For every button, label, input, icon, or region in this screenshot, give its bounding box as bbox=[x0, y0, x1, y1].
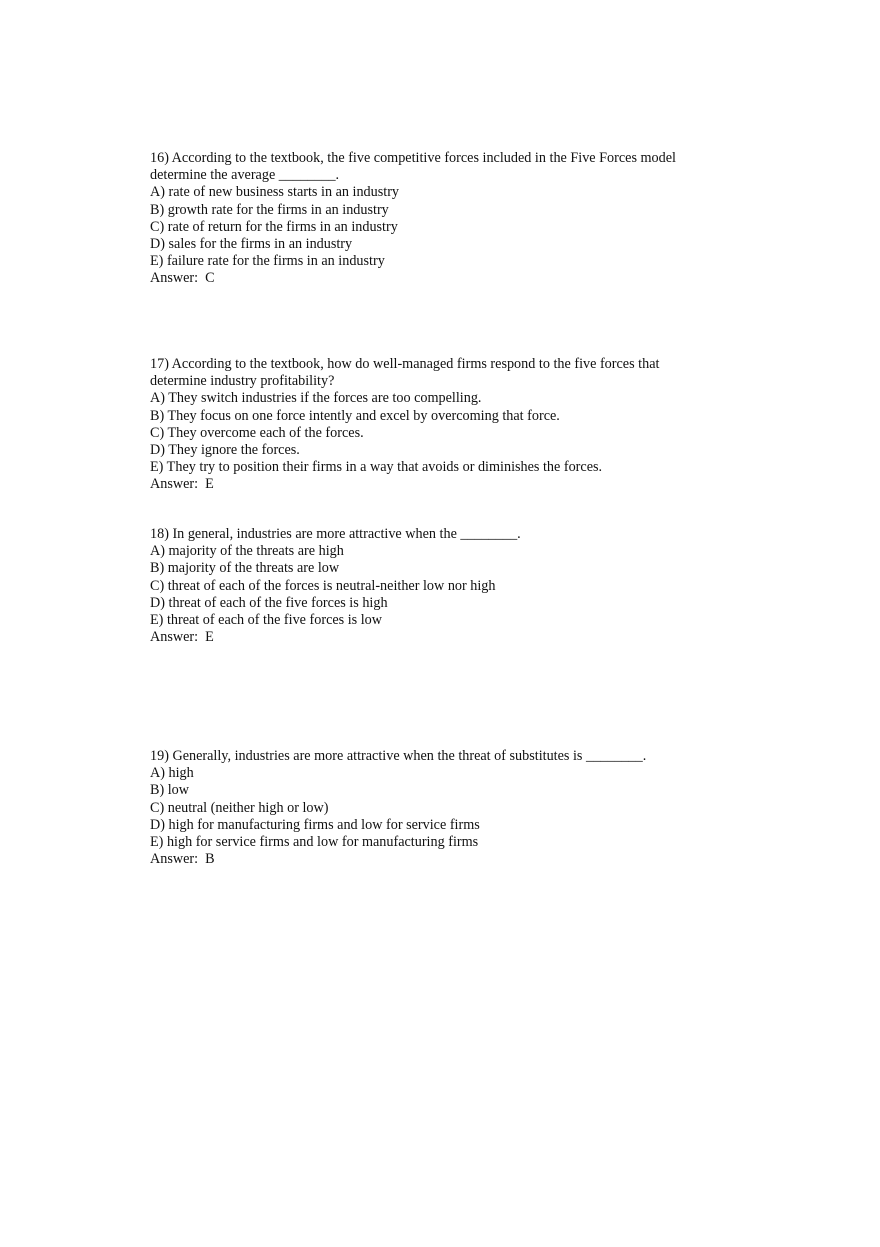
answer-option-e: E) high for service firms and low for manufacturing firms bbox=[150, 834, 479, 851]
answer-key: Answer: C bbox=[150, 270, 215, 287]
answer-option-d: D) sales for the firms in an industry bbox=[150, 236, 353, 253]
question-stem-line: 19) Generally, industries are more attractive when the threat of substitutes is ________. bbox=[150, 748, 647, 764]
answer-option-e: E) threat of each of the five forces is low bbox=[150, 612, 383, 629]
question-stem-line: determine industry profitability? bbox=[150, 373, 335, 390]
answer-option-a: A) high bbox=[150, 765, 194, 782]
answer-option-a: A) rate of new business starts in an industry bbox=[150, 184, 400, 201]
question-stem-line: 17) According to the textbook, how do well-managed firms respond to the five forces that bbox=[150, 356, 660, 372]
question-18 bbox=[150, 526, 750, 646]
answer-option-b: B) majority of the threats are low bbox=[150, 560, 340, 577]
question-stem-line: determine the average ________. bbox=[150, 167, 340, 184]
answer-option-a: A) majority of the threats are high bbox=[150, 543, 344, 560]
answer-option-c: C) neutral (neither high or low) bbox=[150, 799, 329, 816]
question-16 bbox=[150, 150, 750, 288]
question-stem-line: 16) According to the textbook, the five competitive forces included in the Five Forces model bbox=[150, 150, 676, 166]
question-19 bbox=[150, 748, 750, 868]
answer-option-e: E) failure rate for the firms in an industry bbox=[150, 253, 385, 270]
answer-option-e: E) They try to position their firms in a way that avoids or diminishes the forces. bbox=[150, 459, 603, 476]
answer-option-a: A) They switch industries if the forces are too compelling. bbox=[150, 390, 482, 407]
question-stem-line: 18) In general, industries are more attractive when the ________. bbox=[150, 526, 521, 542]
answer-option-b: B) growth rate for the firms in an industry bbox=[150, 201, 389, 218]
answer-option-b: B) low bbox=[150, 782, 190, 799]
answer-key: Answer: B bbox=[150, 851, 215, 868]
question-17 bbox=[150, 356, 750, 494]
answer-option-b: B) They focus on one force intently and excel by overcoming that force. bbox=[150, 407, 560, 424]
answer-option-c: C) rate of return for the firms in an industry bbox=[150, 218, 398, 235]
answer-option-d: D) high for manufacturing firms and low for service firms bbox=[150, 816, 480, 833]
answer-option-d: D) threat of each of the five forces is high bbox=[150, 594, 388, 611]
answer-key: Answer: E bbox=[150, 476, 214, 493]
answer-key: Answer: E bbox=[150, 629, 214, 646]
answer-option-d: D) They ignore the forces. bbox=[150, 442, 300, 459]
answer-option-c: C) threat of each of the forces is neutral-neither low nor high bbox=[150, 577, 496, 594]
answer-option-c: C) They overcome each of the forces. bbox=[150, 424, 364, 441]
